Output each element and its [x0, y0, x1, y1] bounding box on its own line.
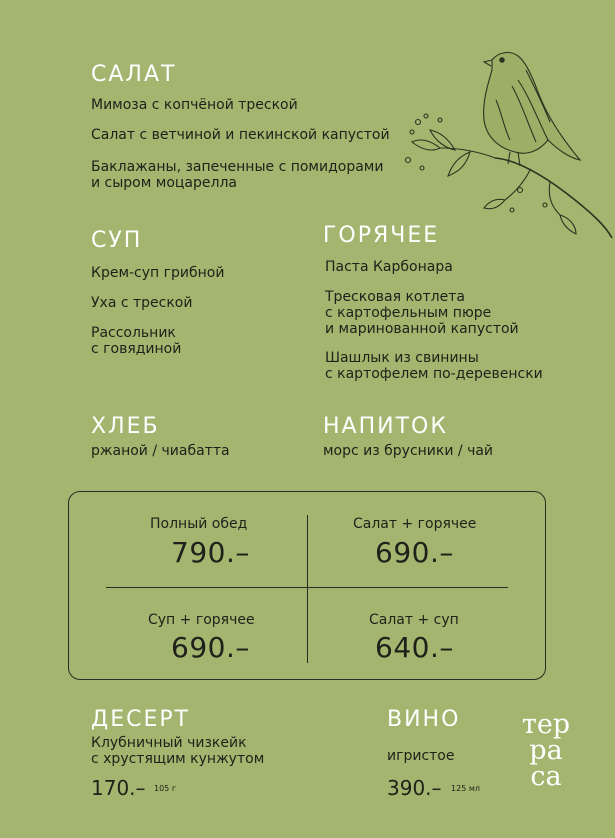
salad-item: Баклажаны, запеченные с помидорами и сыром моцарелла — [91, 159, 384, 191]
bird-on-branch-icon — [400, 40, 615, 245]
combo-name: Салат + суп — [369, 612, 459, 628]
dessert-price: 170.– — [91, 776, 146, 800]
wine-heading: ВИНО — [387, 707, 461, 732]
hot-item: Тресковая котлета с картофельным пюре и маринованной капустой — [325, 289, 519, 337]
combo-divider-horizontal — [106, 587, 508, 588]
combo-name: Полный обед — [150, 516, 248, 532]
dessert-heading: ДЕСЕРТ — [91, 707, 191, 732]
hot-item: Шашлык из свинины с картофелем по-деревенски — [325, 350, 543, 382]
hot-item: Паста Карбонара — [325, 259, 453, 275]
combo-price: 690.– — [171, 631, 250, 664]
combo-price: 690.– — [375, 536, 454, 569]
drink-heading: НАПИТОК — [323, 414, 448, 439]
dessert-weight: 105 г — [154, 784, 177, 793]
combo-price: 790.– — [171, 536, 250, 569]
combo-name: Салат + горячее — [353, 516, 477, 532]
drink-text: морс из брусники / чай — [323, 443, 494, 459]
salad-item: Мимоза с копчёной треской — [91, 97, 298, 113]
logo-line: тер — [521, 709, 571, 740]
soup-item: Крем-суп грибной — [91, 265, 225, 281]
wine-text: игристое — [387, 748, 455, 764]
logo-line: са — [530, 761, 562, 792]
logo-line: ра — [529, 735, 563, 766]
combo-name: Суп + горячее — [148, 612, 255, 628]
dessert-text: Клубничный чизкейк с хрустящим кунжутом — [91, 735, 265, 767]
soup-heading: СУП — [91, 228, 143, 253]
terrasa-logo — [520, 709, 572, 792]
bread-text: ржаной / чиабатта — [91, 443, 230, 459]
combo-price: 640.– — [375, 631, 454, 664]
bread-heading: ХЛЕБ — [91, 414, 160, 439]
soup-item: Рассольник с говядиной — [91, 325, 182, 357]
soup-item: Уха с треской — [91, 295, 193, 311]
salad-heading: САЛАТ — [91, 62, 177, 87]
hot-heading: ГОРЯЧЕЕ — [323, 223, 440, 248]
wine-volume: 125 мл — [451, 784, 480, 793]
salad-item: Салат с ветчиной и пекинской капустой — [91, 127, 390, 143]
wine-price: 390.– — [387, 776, 442, 800]
combo-divider-vertical — [307, 515, 308, 663]
